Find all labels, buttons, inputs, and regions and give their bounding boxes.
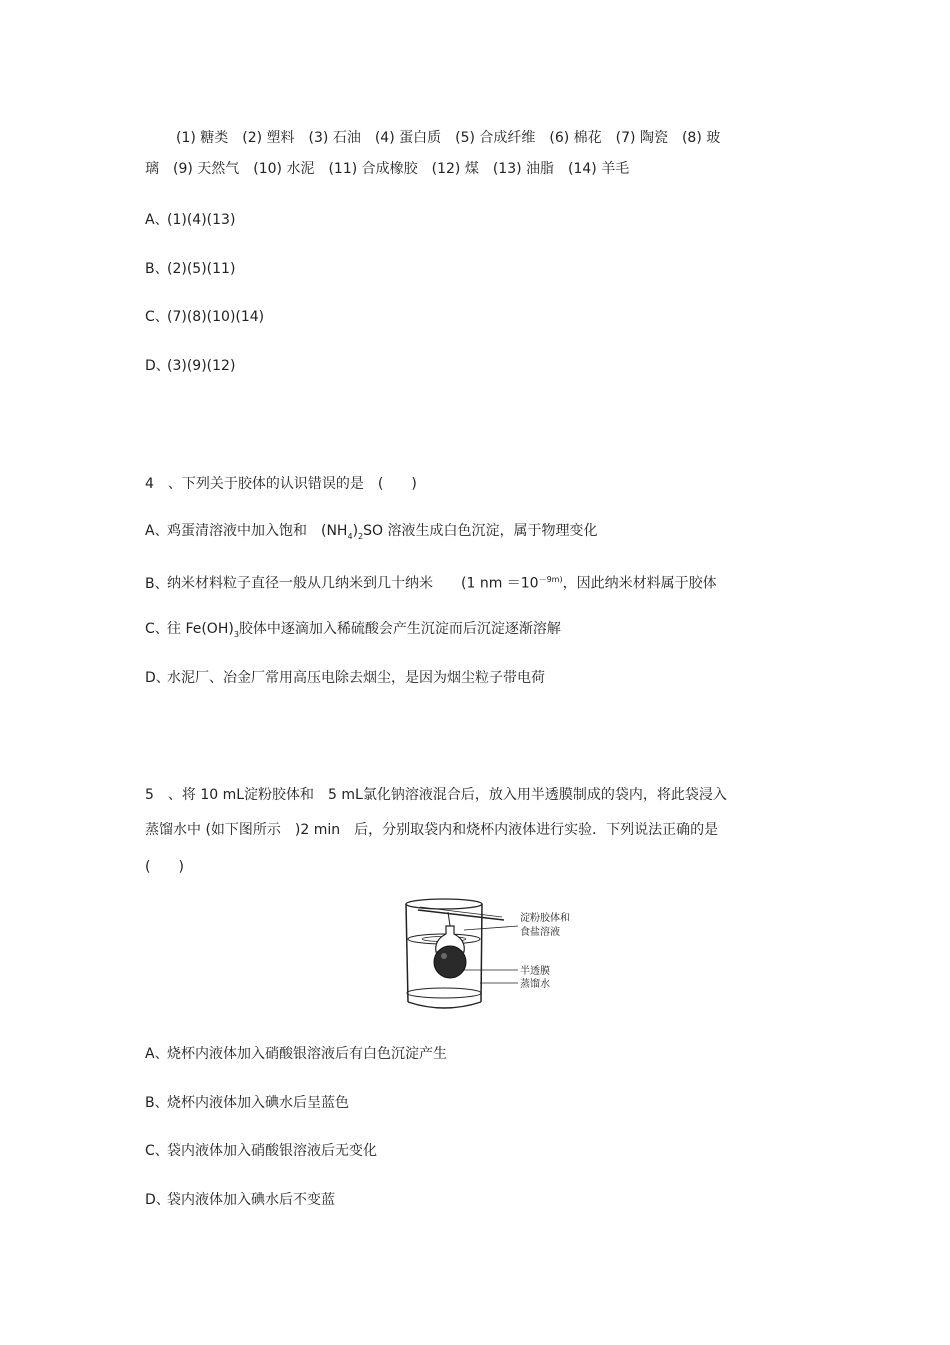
option-text: 袋内液体加入硝酸银溶液后无变化 [167,1143,377,1159]
q5-option-c[interactable] [145,1142,377,1160]
q5-stem-line3: ( ) [145,859,184,875]
q3-option-a[interactable] [145,211,235,229]
option-text-post: SO 溶液生成白色沉淀，属于物理变化 [363,523,598,539]
beaker-wall-right [481,904,482,1002]
option-text: 烧杯内液体加入碘水后呈蓝色 [167,1095,349,1111]
subscript: 4 [347,531,353,541]
option-label: C、 [145,1143,169,1159]
beaker-wall-left [406,904,408,1002]
option-label: C、 [145,621,169,637]
option-label: A、 [145,523,169,539]
q3-option-d[interactable] [145,357,235,375]
option-label: C、 [145,309,169,325]
q4-option-d[interactable] [145,669,545,687]
leader-line [464,926,518,930]
beaker-rim [406,899,482,909]
option-text: (3)(9)(12) [167,358,236,374]
option-text-post: 胶体中逐滴加入稀硫酸会产生沉淀而后沉淀逐渐溶解 [238,621,561,637]
q4-stem: 4 、下列关于胶体的认识错误的是 ( ) [145,476,417,492]
q5-stem-line1: 5 、将 10 mL淀粉胶体和 5 mL氯化钠溶液混合后，放入用半透膜制成的袋内，将此袋浸入 [145,787,727,803]
option-text: 袋内液体加入碘水后不变蓝 [167,1192,335,1208]
option-label: A、 [145,212,169,228]
option-text: (7)(8)(10)(14) [167,309,265,325]
subscript: 3 [233,629,239,639]
q4-option-a[interactable] [145,522,597,546]
glass-rod [418,910,504,920]
semipermeable-bag [434,946,466,978]
q4-option-c[interactable] [145,620,561,644]
option-text: (1)(4)(13) [167,212,236,228]
label-mixture-2: 食盐溶液 [520,927,560,938]
option-label: B、 [145,261,169,277]
q5-stem-line2: 蒸馏水中 (如下图所示 )2 min 后，分别取袋内和烧杯内液体进行实验．下列说法正确的是 [145,822,719,838]
q3-items-line1: (1) 糖类 (2) 塑料 (3) 石油 (4) 蛋白质 (5) 合成纤维 (6) 棉花 (7) 陶瓷 (8) 玻 [176,130,721,146]
q3-option-b[interactable] [145,260,235,278]
option-text-mid: ) [352,523,359,539]
option-label: A、 [145,1046,169,1062]
option-label: D、 [145,358,170,374]
option-text-pre: 往 Fe(OH) [167,621,234,637]
option-text: 烧杯内液体加入硝酸银溶液后有白色沉淀产生 [167,1046,447,1062]
superscript: －9m) [538,575,563,584]
option-text: (2)(5)(11) [167,261,236,277]
q3-items-line2: 璃 (9) 天然气 (10) 水泥 (11) 合成橡胶 (12) 煤 (13) 油脂 (14) 羊毛 [145,161,630,177]
option-label: D、 [145,1192,170,1208]
option-text-post: ，因此纳米材料属于胶体 [562,575,717,592]
q5-option-d[interactable] [145,1191,335,1209]
q4-option-b[interactable] [145,571,717,593]
option-text: 水泥厂、冶金厂常用高压电除去烟尘，是因为烟尘粒子带电荷 [167,670,545,686]
subscript: 2 [358,531,364,541]
label-membrane: 半透膜 [520,966,550,977]
option-label: B、 [145,1095,169,1111]
q5-option-a[interactable] [145,1045,447,1063]
label-water: 蒸馏水 [520,979,550,990]
q5-option-b[interactable] [145,1094,349,1112]
label-mixture-1: 淀粉胶体和 [520,913,570,924]
option-text-pre: 纳米材料粒子直径一般从几纳米到几十纳米 (1 nm ＝10 [167,575,539,592]
beaker-diagram [396,890,586,1018]
option-label: B、 [145,575,169,592]
bag-highlight [441,953,447,959]
q3-option-c[interactable] [145,308,264,326]
option-text-pre: 鸡蛋清溶液中加入饱和 (NH [167,523,348,539]
beaker-base [407,988,481,998]
option-label: D、 [145,670,170,686]
beaker-bottom [408,1002,481,1008]
